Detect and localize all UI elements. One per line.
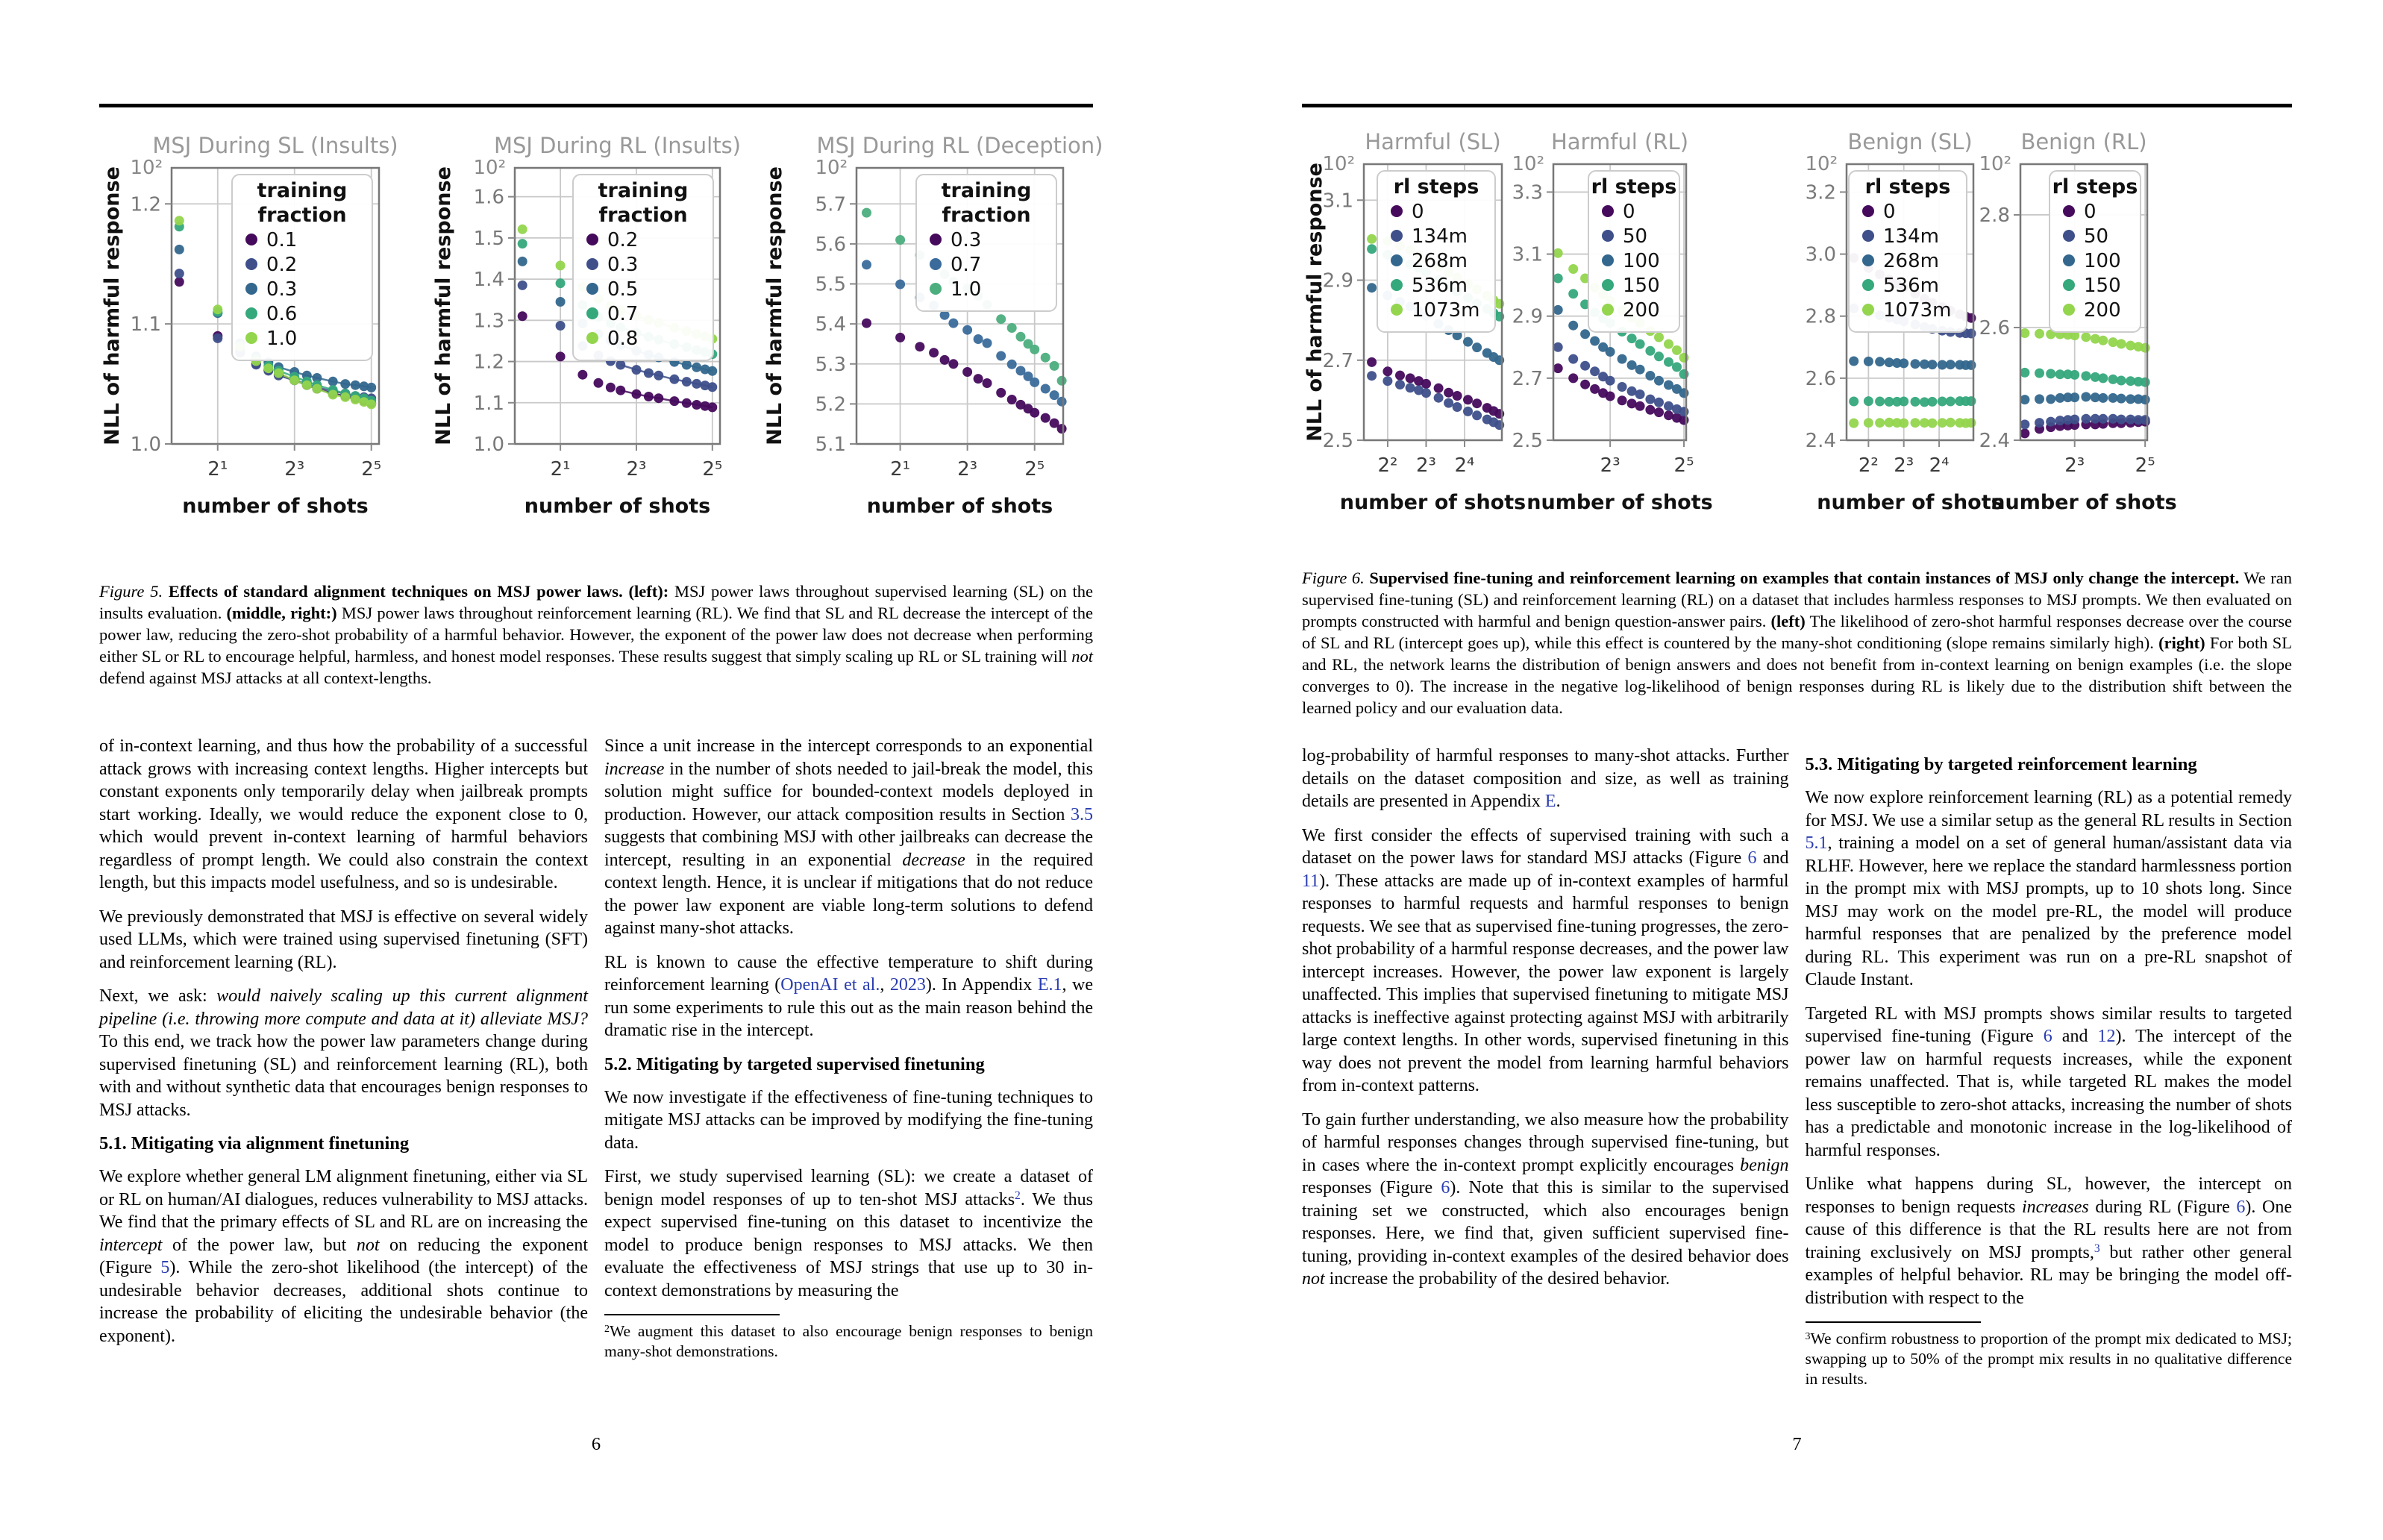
svg-text:MSJ During SL (Insults): MSJ During SL (Insults) xyxy=(152,133,398,158)
svg-text:number of shots: number of shots xyxy=(1339,491,1526,514)
svg-text:number of shots: number of shots xyxy=(866,495,1053,518)
svg-text:5.4: 5.4 xyxy=(815,313,846,337)
svg-text:2.4: 2.4 xyxy=(1805,430,1836,452)
svg-text:number of shots: number of shots xyxy=(1991,491,2177,514)
chart-msj-during-rl-insults xyxy=(430,116,762,557)
svg-text:0.6: 0.6 xyxy=(266,303,298,325)
svg-text:50: 50 xyxy=(2084,225,2109,248)
svg-text:150: 150 xyxy=(2084,275,2121,297)
svg-text:rl steps: rl steps xyxy=(1393,175,1479,198)
svg-text:Benign (RL): Benign (RL) xyxy=(2020,129,2147,154)
body-paragraph: We now investigate if the effectiveness of fine-tuning techniques to mitigate MSJ attacks can be improved by modifying the fine-tuning data. xyxy=(604,1087,1093,1153)
svg-text:2.6: 2.6 xyxy=(1979,316,2010,339)
chart-harmful-sl xyxy=(1302,112,1526,554)
figure-6 xyxy=(1302,112,2294,554)
svg-text:5.2: 5.2 xyxy=(815,393,846,416)
svg-text:3.1: 3.1 xyxy=(1322,190,1353,213)
body-paragraph: First, we study supervised learning (SL): we create a dataset of benign model responses of up to ten-shot MSJ attacks$^2$. We thus expect supervised fine-tuning on this dataset to incentivize the model to produce benign responses to MSJ attacks. We then evaluate the effectiveness of MSJ strings that use up to 30 in-context demonstrations by measuring the xyxy=(604,1167,1093,1300)
svg-text:536m: 536m xyxy=(1412,275,1468,297)
chart-benign-rl xyxy=(1981,112,2294,554)
svg-text:0.3: 0.3 xyxy=(266,278,298,301)
svg-text:NLL of harmful response: NLL of harmful response xyxy=(432,166,455,445)
svg-text:10²: 10² xyxy=(1979,153,2011,175)
svg-text:2²: 2² xyxy=(1858,454,1879,477)
reference-link[interactable]: 6 xyxy=(2236,1197,2246,1217)
chart-msj-during-rl-deception xyxy=(762,116,1103,557)
svg-text:training: training xyxy=(941,179,1032,202)
svg-text:1.2: 1.2 xyxy=(130,193,161,216)
svg-text:200: 200 xyxy=(2084,299,2121,322)
svg-text:Benign (SL): Benign (SL) xyxy=(1847,129,1973,154)
svg-text:2.7: 2.7 xyxy=(1322,349,1353,372)
svg-text:0.3: 0.3 xyxy=(607,254,639,276)
svg-text:2.8: 2.8 xyxy=(1805,305,1836,328)
svg-text:2.6: 2.6 xyxy=(1805,367,1836,390)
section-heading: 5.2. Mitigating by targeted supervised finetuning xyxy=(604,1054,985,1074)
svg-text:number of shots: number of shots xyxy=(1817,491,2003,514)
page-7-column-right xyxy=(1806,745,2293,1389)
svg-text:NLL of harmful response: NLL of harmful response xyxy=(1303,163,1327,442)
svg-text:134m: 134m xyxy=(1412,225,1468,248)
svg-text:NLL of harmful response: NLL of harmful response xyxy=(763,166,786,445)
svg-text:1.3: 1.3 xyxy=(473,310,504,333)
svg-text:3.3: 3.3 xyxy=(1512,181,1543,204)
svg-text:0.1: 0.1 xyxy=(266,229,298,251)
svg-text:0.2: 0.2 xyxy=(607,229,639,251)
svg-text:2.8: 2.8 xyxy=(1979,204,2010,227)
svg-text:0.5: 0.5 xyxy=(607,278,639,301)
svg-text:2.9: 2.9 xyxy=(1512,305,1543,328)
figure-6-caption: Figure 6. Supervised fine-tuning and reinforcement learning on examples that contain instances of MSJ only change the intercept. We ran supervised fine-tuning (SL) and reinforcement learning (RL) on a dataset that includes harmless responses to MSJ prompts. We then evaluated on prompts constructed with harmful and benign question-answer pairs. (left) The likelihood of zero-shot harmful responses decrease over the course of SL and RL (intercept goes up), while this effect is countered by the many-shot conditioning (slope remains similarly high). (right) For both SL and RL, the network learns the distribution of benign answers and does not benefit from in-context learning on benign examples (i.e. the slope converges to 0). The increase in the negative log-likelihood of benign responses during RL is likely due to the distribution shift between the learned policy and our evaluation data. xyxy=(1302,569,2293,717)
footnote: $^3$We confirm robustness to proportion of the prompt mix dedicated to MSJ; swapping up to 50% of the prompt mix results in no qualitative difference in results. xyxy=(1805,1330,2292,1388)
svg-text:268m: 268m xyxy=(1412,250,1468,272)
body-paragraph: We now explore reinforcement learning (RL) as a potential remedy for MSJ. We use a similar setup as the general RL results in Section 5.1, training a model on a set of general human/assistant data via RLHF. However, here we replace the standard harmlessness portion in the prompt mix with MSJ prompts, up to 10 shots long. Since MSJ may work on the model pre-RL, the model will produce harmful responses that are penalized by the preference model during RL. This experiment was run on a pre-RL snapshot of Claude Instant. xyxy=(1805,788,2292,989)
svg-text:5.1: 5.1 xyxy=(815,433,846,456)
svg-text:0: 0 xyxy=(1623,201,1635,223)
svg-text:NLL of harmful response: NLL of harmful response xyxy=(101,166,124,445)
reference-link[interactable]: 2 xyxy=(1015,1189,1021,1203)
header-rule xyxy=(99,104,1093,107)
svg-text:number of shots: number of shots xyxy=(524,495,711,518)
svg-text:134m: 134m xyxy=(1883,225,1939,248)
body-paragraph: We first consider the effects of supervised training with such a dataset on the power laws for standard MSJ attacks (Figure 6 and 11). These attacks are made up of in-context examples of harmful responses to harmful requests and harmful responses to benign requests. We see that as supervised fine-tuning progresses, the zero-shot probability of a harmful response decreases, and the power law intercept increases. However, the power law exponent is largely unaffected. This implies that supervised finetuning to mitigate MSJ attacks is ineffective against protecting against MSJ with arbitrarily large context lengths. In other words, supervised finetuning in this way does not prevent the model from learning harmful behaviors from in-context patterns. xyxy=(1302,825,1789,1095)
svg-text:0.7: 0.7 xyxy=(607,303,639,325)
svg-text:200: 200 xyxy=(1623,299,1660,322)
svg-text:1.1: 1.1 xyxy=(473,392,504,415)
svg-text:0.3: 0.3 xyxy=(951,229,982,251)
svg-text:rl steps: rl steps xyxy=(1591,175,1677,198)
svg-text:268m: 268m xyxy=(1883,250,1939,272)
svg-text:2.4: 2.4 xyxy=(1979,430,2010,452)
reference-link[interactable]: 12 xyxy=(2097,1027,2116,1046)
chart-benign-sl xyxy=(1738,112,2003,554)
body-paragraph: Since a unit increase in the intercept corresponds to an exponential increase in the number of shots needed to jail-break the model, this solution might suffice for bounded-context models deployed in production. However, our attack composition results in Section 3.5 suggests that combining MSJ with other jailbreaks can decrease the intercept, resulting in an exponential decrease in the required context length. Hence, it is unclear if mitigations that do not reduce the power law exponent are viable long-term solutions to defend against many-shot attacks. xyxy=(604,736,1093,938)
svg-text:3.2: 3.2 xyxy=(1805,181,1836,204)
svg-text:5.7: 5.7 xyxy=(815,193,846,216)
svg-text:2¹: 2¹ xyxy=(207,458,228,481)
svg-text:2³: 2³ xyxy=(1415,454,1436,477)
svg-text:1.2: 1.2 xyxy=(473,351,504,374)
svg-text:1.0: 1.0 xyxy=(473,433,504,456)
svg-text:5.3: 5.3 xyxy=(815,353,846,376)
svg-text:2³: 2³ xyxy=(1600,454,1620,477)
figure-5-caption: Figure 5. Effects of standard alignment techniques on MSJ power laws. (left): MSJ power laws throughout supervised learning (SL) on the insults evaluation. (middle, right:) MSJ power laws throughout reinforcement learning (RL). We find that SL and RL decrease the intercept of the power law, reducing the zero-shot probability of a harmful behavior. However, the exponent of the power law does not decrease when performing either SL or RL to encourage helpful, harmless, and honest model responses. These results suggest that simply scaling up RL or SL training will not defend against MSJ attacks at all context-lengths. xyxy=(99,582,1093,687)
svg-text:training: training xyxy=(257,179,348,202)
svg-text:1.1: 1.1 xyxy=(130,313,161,337)
section-heading: 5.3. Mitigating by targeted reinforcement learning xyxy=(1805,754,2197,774)
svg-text:fraction: fraction xyxy=(942,204,1031,227)
footnote: $^2$We augment this dataset to also encourage benign responses to benign many-shot demonstrations. xyxy=(604,1322,1093,1360)
reference-link[interactable]: E xyxy=(1544,792,1556,811)
footnote-rule xyxy=(1806,1321,1981,1323)
page-7-body xyxy=(1302,745,2292,1389)
svg-text:2⁵: 2⁵ xyxy=(361,458,382,481)
svg-text:2⁵: 2⁵ xyxy=(1024,458,1045,481)
svg-text:2⁵: 2⁵ xyxy=(1673,454,1694,477)
svg-text:MSJ During RL (Insults): MSJ During RL (Insults) xyxy=(493,133,742,158)
svg-text:10²: 10² xyxy=(473,157,506,179)
svg-text:2³: 2³ xyxy=(284,458,305,481)
svg-text:number of shots: number of shots xyxy=(182,495,369,518)
figure-5 xyxy=(99,116,1103,557)
reference-link[interactable]: 3 xyxy=(2094,1242,2100,1256)
svg-text:2.5: 2.5 xyxy=(1512,430,1543,452)
body-paragraph: Next, we ask: would naively scaling up this current alignment pipeline (i.e. throwing more compute and data at it) alleviate MSJ? To this end, we track how the power law parameters change during supervised finetuning (SL) and reinforcement learning (RL), both with and without synthetic data that encourages benign responses to MSJ attacks. xyxy=(99,986,588,1120)
reference-link[interactable]: 5 xyxy=(160,1258,170,1277)
page-number: 6 xyxy=(591,1434,601,1454)
svg-text:5.5: 5.5 xyxy=(815,273,846,296)
svg-text:2³: 2³ xyxy=(957,458,978,481)
svg-text:10²: 10² xyxy=(815,157,848,179)
svg-text:3.1: 3.1 xyxy=(1512,243,1543,266)
svg-text:3.0: 3.0 xyxy=(1805,243,1836,266)
reference-link[interactable]: 5.1 xyxy=(1805,833,1828,853)
svg-text:1.4: 1.4 xyxy=(473,269,504,292)
body-paragraph: Unlike what happens during SL, however, the intercept on responses to benign requests increases during RL (Figure 6). One cause of this difference is that the RL results here are not from training exclusively on MSJ prompts,$^3$ but rather other general examples of helpful behavior. RL may be bringing the model off-distribution with respect to the xyxy=(1805,1174,2292,1308)
body-paragraph: We explore whether general LM alignment finetuning, either via SL or RL on human/AI dialogues, reduces vulnerability to MSJ attacks. We find that the primary effects of SL and RL are on increasing the intercept of the power law, but not on reducing the exponent (Figure 5). While the zero-shot likelihood (the intercept) of the undesirable behavior decreases, additional shots continue to increase the probability of eliciting the undesirable behavior (the exponent). xyxy=(99,1167,588,1346)
svg-text:1.6: 1.6 xyxy=(473,186,504,209)
svg-text:training: training xyxy=(598,179,689,202)
svg-text:50: 50 xyxy=(1623,225,1648,248)
svg-text:2²: 2² xyxy=(1377,454,1398,477)
svg-text:Harmful (RL): Harmful (RL) xyxy=(1550,129,1689,154)
svg-text:2⁵: 2⁵ xyxy=(702,458,723,481)
svg-text:2⁴: 2⁴ xyxy=(1929,454,1950,477)
body-paragraph: We previously demonstrated that MSJ is effective on several widely used LLMs, which were trained using supervised finetuning (SFT) and reinforcement learning (RL). xyxy=(99,907,588,972)
reference-link[interactable]: 3.5 xyxy=(1071,804,1093,824)
svg-text:100: 100 xyxy=(2084,250,2121,272)
body-paragraph: To gain further understanding, we also measure how the probability of harmful responses changes through supervised fine-tuning, but in cases where the in-context prompt explicitly encourages benign responses (Figure 6). Note that this is similar to the supervised training set we constructed, which also encourages benign responses. Here, we find that, given sufficient supervised fine-tuning, providing in-context examples of the desired behavior does not increase the probability of the desired behavior. xyxy=(1302,1109,1789,1289)
svg-text:2.7: 2.7 xyxy=(1512,367,1543,390)
svg-text:1073m: 1073m xyxy=(1412,299,1480,322)
reference-link[interactable]: 6 xyxy=(2043,1027,2052,1046)
page-number: 7 xyxy=(1792,1434,1802,1454)
reference-link[interactable]: OpenAI et al. xyxy=(780,975,880,995)
header-rule xyxy=(1302,104,2292,107)
svg-text:2³: 2³ xyxy=(2064,454,2085,477)
svg-text:1073m: 1073m xyxy=(1883,299,1952,322)
svg-text:2³: 2³ xyxy=(1894,454,1914,477)
svg-text:number of shots: number of shots xyxy=(1526,491,1713,514)
body-paragraph: Targeted RL with MSJ prompts shows similar results to targeted supervised fine-tuning (Figure 6 and 12). The intercept of the power law on harmful requests increases, while the exponent remains unaffected. That is, while targeted RL makes the model less susceptible to zero-shot attacks, increasing the number of shots has a predictable and monotonic increase in the log-likelihood of harmful responses. xyxy=(1805,1004,2293,1160)
svg-text:10²: 10² xyxy=(130,157,163,179)
svg-text:100: 100 xyxy=(1623,250,1660,272)
page-6-body xyxy=(99,735,1093,1362)
footnote-rule xyxy=(604,1314,780,1315)
page-6-column-right xyxy=(604,735,1093,1362)
svg-text:150: 150 xyxy=(1623,275,1660,297)
svg-text:MSJ During RL (Deception): MSJ During RL (Deception) xyxy=(816,133,1103,158)
svg-text:2¹: 2¹ xyxy=(890,458,911,481)
svg-text:1.0: 1.0 xyxy=(951,278,982,301)
page-7 xyxy=(1192,0,2383,1540)
svg-text:0: 0 xyxy=(1883,201,1896,223)
body-paragraph: log-probability of harmful responses to many-shot attacks. Further details on the dataset composition and size, as well as training details are presented in Appendix E. xyxy=(1302,746,1789,811)
reference-link[interactable]: 6 xyxy=(1441,1178,1450,1198)
reference-link[interactable]: 2023 xyxy=(889,975,926,995)
svg-text:rl steps: rl steps xyxy=(1864,175,1951,198)
svg-text:0: 0 xyxy=(2084,201,2097,223)
svg-text:1.0: 1.0 xyxy=(266,328,298,350)
svg-text:10²: 10² xyxy=(1322,153,1355,175)
svg-text:0.7: 0.7 xyxy=(951,254,982,276)
reference-link[interactable]: E.1 xyxy=(1037,975,1062,995)
svg-text:10²: 10² xyxy=(1512,153,1544,175)
chart-harmful-rl xyxy=(1512,112,1738,554)
body-paragraph: of in-context learning, and thus how the probability of a successful attack grows with increasing context lengths. Higher intercepts but constant exponents only temporarily delay when jailbreak prompts start working. Ideally, we would reduce the exponent close to 0, which would prevent in-context learning of harmful behaviors regardless of prompt length. We could also constrain the context length, but this impacts model usefulness, and so is undesirable. xyxy=(99,736,588,892)
svg-text:2.9: 2.9 xyxy=(1322,269,1353,292)
svg-text:0.2: 0.2 xyxy=(266,254,298,276)
svg-text:Harmful (SL): Harmful (SL) xyxy=(1365,129,1501,154)
reference-link[interactable]: 11 xyxy=(1302,871,1320,891)
section-heading: 5.1. Mitigating via alignment finetuning xyxy=(99,1133,410,1154)
page-7-column-left xyxy=(1302,745,1789,1389)
page-6-column-left xyxy=(99,735,588,1362)
svg-text:10²: 10² xyxy=(1805,153,1838,175)
svg-text:2³: 2³ xyxy=(626,458,647,481)
svg-text:fraction: fraction xyxy=(257,204,347,227)
svg-text:1.0: 1.0 xyxy=(130,433,161,456)
chart-msj-during-sl-insults xyxy=(99,116,430,557)
svg-text:0: 0 xyxy=(1412,201,1424,223)
svg-text:1.5: 1.5 xyxy=(473,227,504,250)
svg-text:rl steps: rl steps xyxy=(2052,175,2138,198)
svg-text:2¹: 2¹ xyxy=(550,458,571,481)
svg-text:2⁵: 2⁵ xyxy=(2135,454,2155,477)
body-paragraph: RL is known to cause the effective temperature to shift during reinforcement learning (OpenAI et al., 2023). In Appendix E.1, we run some experiments to rule this out as the main reason behind the dramatic rise in the intercept. xyxy=(604,952,1094,1040)
svg-text:536m: 536m xyxy=(1883,275,1939,297)
svg-text:2.5: 2.5 xyxy=(1322,430,1353,452)
svg-text:0.8: 0.8 xyxy=(607,328,639,350)
svg-text:fraction: fraction xyxy=(598,204,688,227)
reference-link[interactable]: 6 xyxy=(1747,848,1757,868)
svg-text:5.6: 5.6 xyxy=(815,233,846,256)
svg-text:2⁴: 2⁴ xyxy=(1454,454,1475,477)
